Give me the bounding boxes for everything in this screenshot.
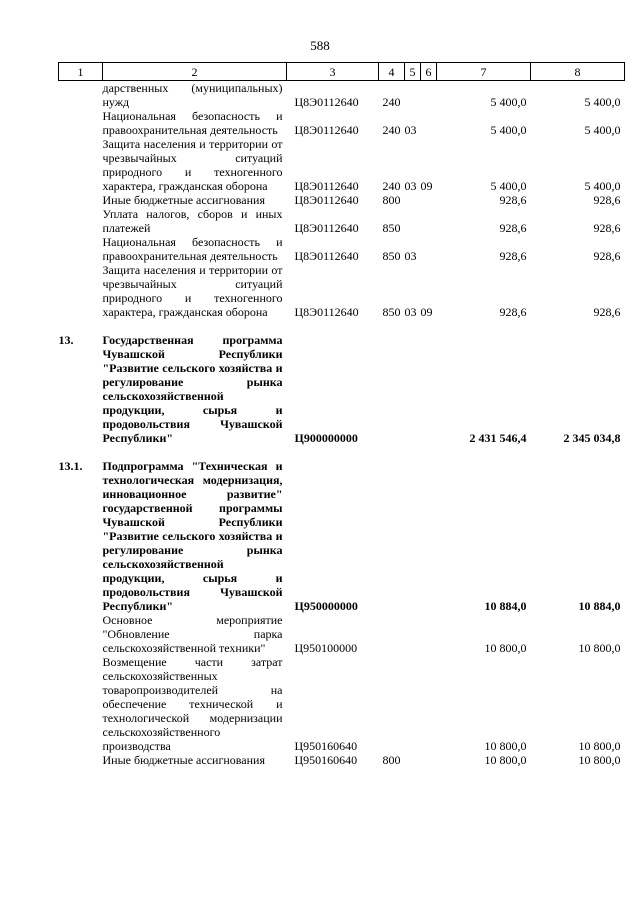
- row-code: Ц8Э0112640: [294, 221, 359, 235]
- row-col-5: [405, 655, 421, 753]
- row-amount-col-7: 10 800,0: [484, 739, 527, 753]
- table-row: [59, 137, 625, 193]
- header-col-4: 4: [379, 63, 405, 81]
- row-name: [103, 263, 287, 319]
- row-name-text: Иные бюджетные ассигнования: [102, 753, 265, 767]
- row-amount-col-8: 928,6: [593, 221, 621, 235]
- row-col-4: [379, 459, 405, 613]
- row-code: Ц950160640: [294, 753, 358, 767]
- page-number: 588: [310, 38, 330, 53]
- row-amount-col-7: 928,6: [499, 221, 527, 235]
- row-col-6: [421, 193, 437, 207]
- row-spacer: [59, 445, 625, 459]
- row-spacer-cell: [59, 445, 625, 459]
- table-row: [59, 753, 625, 767]
- row-name: [103, 137, 287, 193]
- table-row: [59, 193, 625, 207]
- row-name-text: Уплата налогов, сборов и иных платежей: [102, 207, 283, 235]
- row-col-6: [421, 613, 437, 655]
- row-code: Ц8Э0112640: [294, 305, 359, 319]
- row-spacer: [59, 319, 625, 333]
- row-number: [59, 193, 103, 207]
- row-col-6: 09: [420, 305, 433, 319]
- row-number: [59, 263, 103, 319]
- row-col-4: 850: [382, 305, 401, 319]
- row-col-6: [421, 235, 437, 263]
- row-col-4: 850: [382, 249, 401, 263]
- table-row: [59, 613, 625, 655]
- row-number: 13.: [58, 333, 74, 347]
- row-number: [59, 613, 103, 655]
- row-number: [59, 235, 103, 263]
- row-amount-col-7: 928,6: [499, 249, 527, 263]
- row-col-6: [421, 81, 437, 110]
- row-col-4: [379, 613, 405, 655]
- row-col-6: [421, 753, 437, 767]
- row-name: [103, 207, 287, 235]
- row-amount-col-8: 5 400,0: [584, 123, 621, 137]
- row-amount-col-8: 2 345 034,8: [563, 431, 621, 445]
- row-amount-col-7: 928,6: [499, 193, 527, 207]
- row-col-6: [421, 207, 437, 235]
- row-amount-col-8: 10 800,0: [578, 753, 621, 767]
- row-col-4: 240: [382, 95, 401, 109]
- row-name: [103, 109, 287, 137]
- row-amount-col-7: 10 800,0: [484, 641, 527, 655]
- row-amount-col-8: 10 884,0: [578, 599, 621, 613]
- row-code: Ц8Э0112640: [294, 179, 359, 193]
- row-code: Ц8Э0112640: [294, 123, 359, 137]
- row-col-5: 03: [404, 179, 417, 193]
- row-name-text: Защита населения и территории от чрезвычайных ситуаций природного и техногенного характера, гражданская оборона: [102, 137, 283, 193]
- row-name-text: Национальная безопасность и правоохранительная деятельность: [102, 235, 283, 263]
- row-col-4: 800: [382, 193, 401, 207]
- header-col-6: 6: [421, 63, 437, 81]
- row-col-4: 240: [382, 123, 401, 137]
- row-col-5: 03: [404, 305, 417, 319]
- row-number: [59, 753, 103, 767]
- row-col-5: [405, 207, 421, 235]
- header-col-5: 5: [405, 63, 421, 81]
- row-amount-col-7: 5 400,0: [490, 95, 527, 109]
- header-row: [59, 63, 625, 81]
- row-col-6: [421, 333, 437, 445]
- row-number: 13.1.: [58, 459, 83, 473]
- row-number: [59, 655, 103, 753]
- row-col-5: [405, 81, 421, 110]
- row-col-5: 03: [404, 249, 417, 263]
- row-col-5: [405, 333, 421, 445]
- row-code: Ц950000000: [294, 599, 358, 613]
- table-row: [59, 655, 625, 753]
- row-amount-col-7: 10 800,0: [484, 753, 527, 767]
- row-code: Ц8Э0112640: [294, 249, 359, 263]
- table-row: [59, 263, 625, 319]
- row-col-4: [379, 655, 405, 753]
- row-amount-col-7: 10 884,0: [484, 599, 527, 613]
- table-row: [59, 235, 625, 263]
- header-col-8: 8: [531, 63, 625, 81]
- row-name-text: Основное мероприятие "Обновление парка сельскохозяйственной техники": [102, 613, 283, 655]
- table-body: [59, 81, 625, 768]
- row-name-text: Защита населения и территории от чрезвычайных ситуаций природного и техногенного характера, гражданская оборона: [102, 263, 283, 319]
- header-col-7: 7: [437, 63, 531, 81]
- row-col-5: [405, 459, 421, 613]
- row-name: [103, 459, 287, 613]
- row-name: [103, 753, 287, 767]
- row-name-text: дарственных (муниципальных) нужд: [102, 81, 283, 109]
- header-col-1: 1: [59, 63, 103, 81]
- row-col-6: 09: [420, 179, 433, 193]
- row-spacer-cell: [59, 319, 625, 333]
- row-amount-col-7: 2 431 546,4: [469, 431, 527, 445]
- row-amount-col-8: 928,6: [593, 249, 621, 263]
- header-col-3: 3: [287, 63, 379, 81]
- row-name-text: Национальная безопасность и правоохранительная деятельность: [102, 109, 283, 137]
- row-amount-col-7: 5 400,0: [490, 179, 527, 193]
- row-amount-col-8: 928,6: [593, 193, 621, 207]
- table-row: [59, 207, 625, 235]
- row-amount-col-7: 5 400,0: [490, 123, 527, 137]
- row-name-text: Подпрограмма "Техническая и технологическая модернизация, инновационное развитие" государственной программы Чувашской Республики "Развитие сельского хозяйства и регулирование рынка сельскохозяйственной продукции, сырья и продовольствия Чувашской Республики": [102, 459, 283, 613]
- row-col-5: [405, 613, 421, 655]
- row-code: Ц950160640: [294, 739, 358, 753]
- table-row: [59, 459, 625, 613]
- row-amount-col-8: 10 800,0: [578, 641, 621, 655]
- row-code: Ц8Э0112640: [294, 193, 359, 207]
- row-amount-col-8: 5 400,0: [584, 95, 621, 109]
- row-col-5: 03: [404, 123, 417, 137]
- row-amount-col-8: 928,6: [593, 305, 621, 319]
- row-col-4: 240: [382, 179, 401, 193]
- row-name: [103, 655, 287, 753]
- row-name: [103, 613, 287, 655]
- row-col-4: 800: [382, 753, 401, 767]
- row-name-text: Государственная программа Чувашской Республики "Развитие сельского хозяйства и регулирование рынка сельскохозяйственной продукции, сырья и продовольствия Чувашской Республики": [102, 333, 283, 445]
- row-name-text: Возмещение части затрат сельскохозяйственных товаропроизводителей на обеспечение технической и технологической модернизации сельскохозяйственного производства: [102, 655, 283, 753]
- row-col-4: [379, 333, 405, 445]
- row-name: [103, 81, 287, 110]
- row-col-6: [421, 109, 437, 137]
- header-col-2: 2: [103, 63, 287, 81]
- row-code: Ц900000000: [294, 431, 358, 445]
- row-amount-col-8: 5 400,0: [584, 179, 621, 193]
- row-amount-col-7: 928,6: [499, 305, 527, 319]
- table-row: [59, 81, 625, 110]
- row-name: [103, 193, 287, 207]
- row-name-text: Иные бюджетные ассигнования: [102, 193, 265, 207]
- row-code: Ц950100000: [294, 641, 358, 655]
- row-number: [59, 137, 103, 193]
- row-col-5: [405, 753, 421, 767]
- row-code: Ц8Э0112640: [294, 95, 359, 109]
- row-number: [59, 109, 103, 137]
- row-name: [103, 235, 287, 263]
- table-row: [59, 109, 625, 137]
- row-number: [59, 81, 103, 110]
- row-number: [59, 207, 103, 235]
- row-name: [103, 333, 287, 445]
- row-col-6: [421, 459, 437, 613]
- row-col-5: [405, 193, 421, 207]
- row-col-4: 850: [382, 221, 401, 235]
- budget-table: [58, 62, 625, 767]
- row-amount-col-8: 10 800,0: [578, 739, 621, 753]
- table-row: [59, 333, 625, 445]
- row-col-6: [421, 655, 437, 753]
